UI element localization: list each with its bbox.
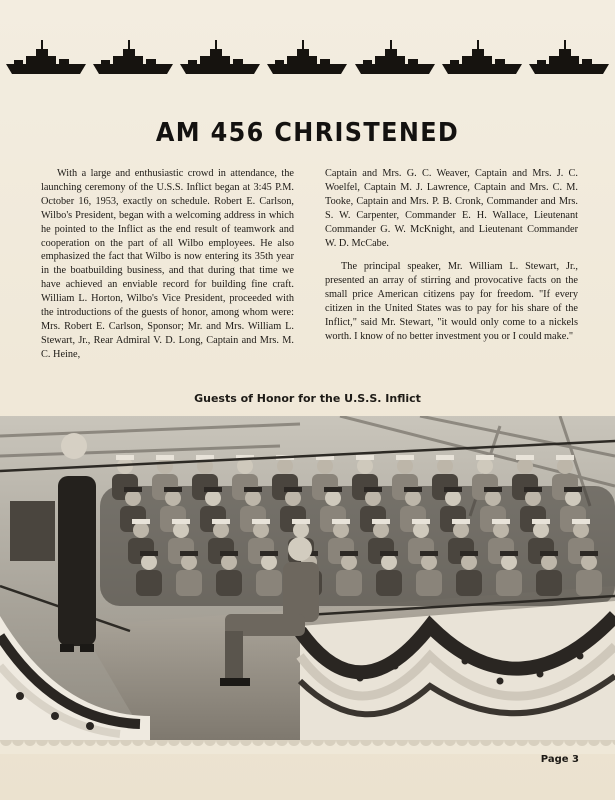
guest-list-continuation: Captain and Mrs. G. C. Weaver, Captain and Mrs. J. C. Woelfel, Captain M. J. Lawrence, Captain and Mrs. C. M. Tooke, Captain and Mrs. P. B. Cronk, Commander and Mrs. S. W. Carpenter, Commander E. H. Wallace, Lieutenant Commander G. W. McKnight, and Lieutenant Commander W. D. McCabe. <box>325 168 578 249</box>
article-column-left <box>41 167 294 372</box>
article-title: AM 456 CHRISTENED <box>155 118 460 148</box>
article-paragraph: With a large and enthusiastic crowd in attendance, the launching ceremony of the U.S.S. Inflict began at 3:45 P.M. October 16, 1953, exactly on schedule. Robert E. Carlson, Wilbo's President, began with a welcoming address in which he pointed to the Inflict as the end result of teamwork and cooperation on the part of all Wilbo employees. He also emphasized the fact that Wilbo is now entering its 35th year in the boatbuilding business, and that during that time we have achieved an enviable record for building fine craft. William L. Horton, Wilbo's Vice President, proceeded with the introductions of the guests of honor, among whom were: Mrs. Robert E. Carlson, Sponsor; Mr. and Mrs. William L. Stewart, Jr., Rear Admiral V. D. Long, Captain and Mrs. M. C. Heine, <box>41 168 294 360</box>
ship-icon <box>178 38 262 78</box>
article-paragraph: The principal speaker, Mr. William L. Stewart, Jr., presented an array of stirring and provocative facts on the small price American citizens pay for freedom. "If every citizen in the United States was to pay for his share of the Inflict," said Mr. Stewart, "it would only come to a nickels worth. I know of no better investment you or I could make." <box>325 261 578 342</box>
ship-icon <box>353 38 437 78</box>
page-number: Page 3 <box>540 754 579 765</box>
ship-icon <box>4 38 88 78</box>
ship-icon <box>265 38 349 78</box>
photo-caption: Guests of Honor for the U.S.S. Inflict <box>194 392 421 405</box>
ship-icon <box>527 38 611 78</box>
ship-icon <box>440 38 524 78</box>
article-column-right <box>325 167 578 354</box>
scalloped-edge <box>0 740 615 754</box>
ship-silhouette-row <box>4 38 611 78</box>
ceremony-photo <box>0 416 615 745</box>
ship-icon <box>91 38 175 78</box>
